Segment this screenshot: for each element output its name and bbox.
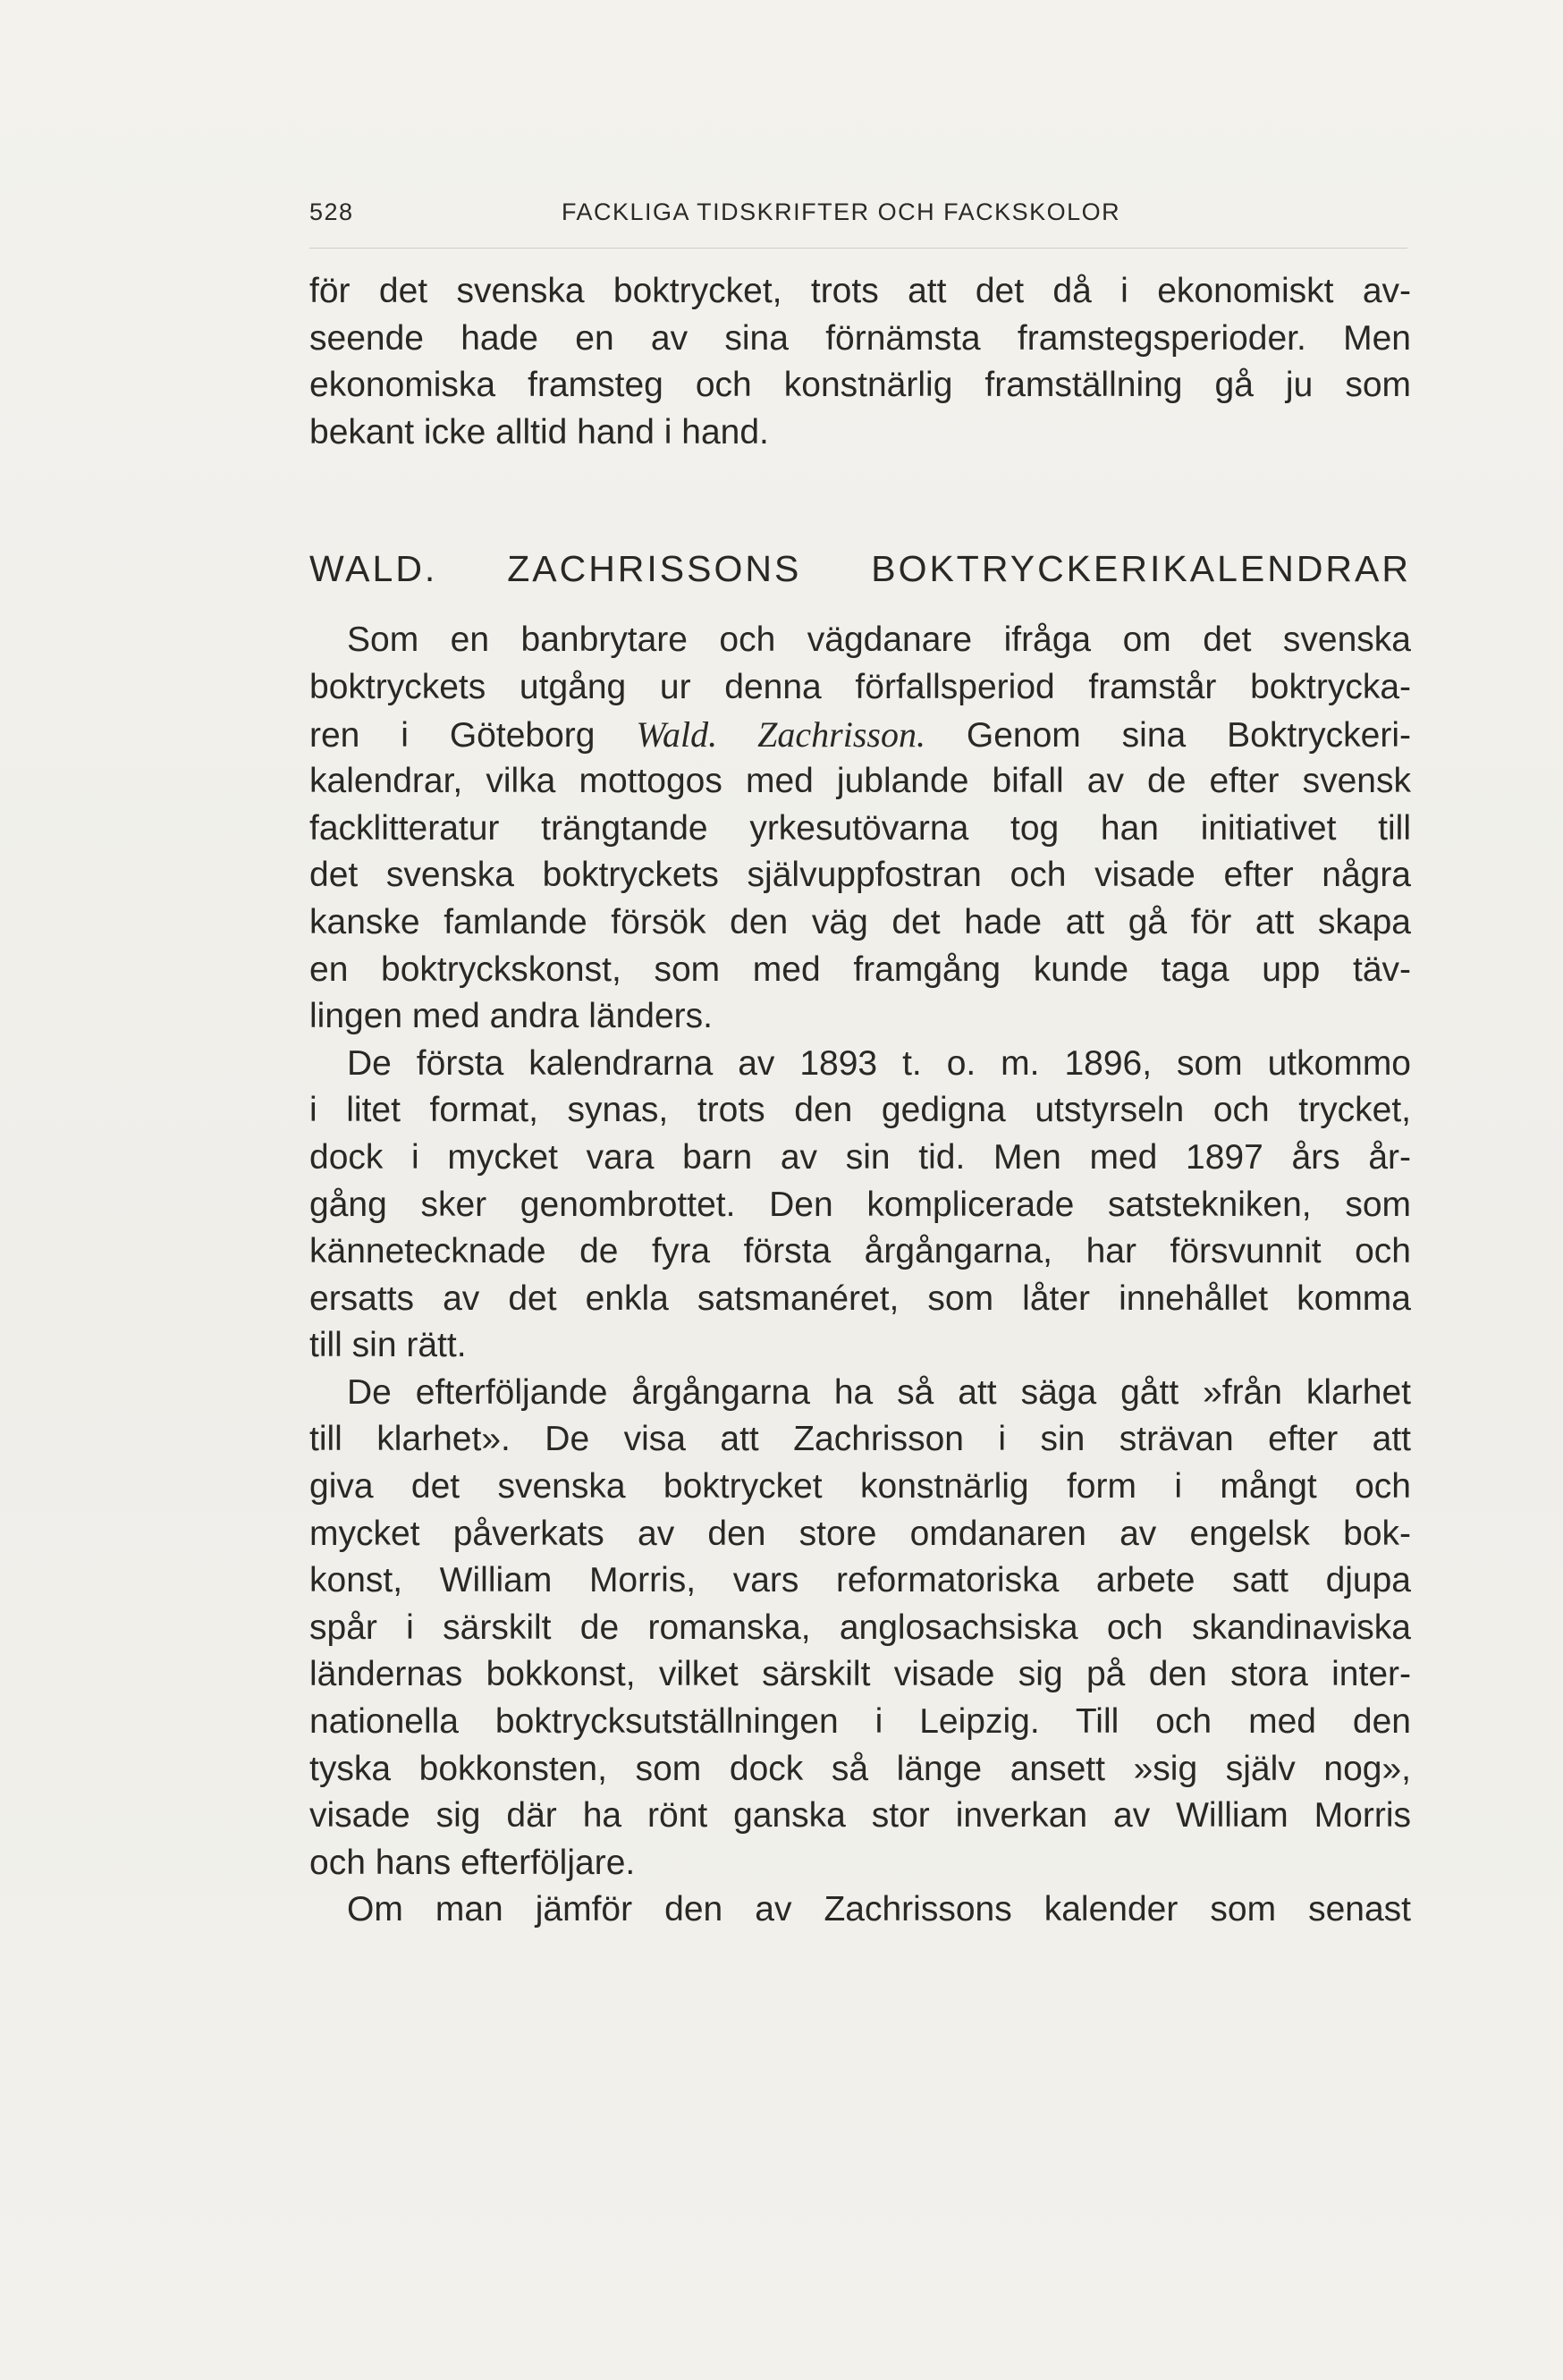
text-line: mycket påverkats av den store omdanaren av engelsk bok- [309, 1514, 1411, 1553]
text-line: ersatts av det enkla satsmanéret, som låter innehållet komma [309, 1279, 1411, 1318]
paragraph-2 [309, 1041, 1411, 1370]
text-line: De efterföljande årgångarna ha så att säga gått »från klarhet [347, 1372, 1411, 1412]
text-line: facklitteratur trängtande yrkesutövarna tog han initiativet till [309, 808, 1411, 848]
text-line: konst, William Morris, vars reformatoriska arbete satt djupa [309, 1561, 1411, 1600]
text-line: spår i särskilt de romanska, anglosachsiska och skandinaviska [309, 1608, 1411, 1647]
page-number: 528 [309, 198, 354, 225]
intro-paragraph [309, 268, 1411, 456]
text-line-with-name [309, 712, 1411, 759]
section-heading: WALD. ZACHRISSONS BOKTRYCKERIKALENDRAR [309, 548, 1411, 590]
text-line: och hans efterföljare. [309, 1843, 636, 1882]
body-text [309, 268, 1411, 1934]
text-line: kalendrar, vilka mottogos med jublande bifall av de efter svensk [309, 762, 1411, 801]
paragraph-4 [309, 1886, 1411, 1934]
text-line: det svenska boktryckets självuppfostran och visade efter några [309, 856, 1411, 895]
text-line: ekonomiska framsteg och konstnärlig framställning gå ju som [309, 366, 1411, 405]
text-line: till sin rätt. [309, 1326, 467, 1365]
running-head [309, 198, 1407, 238]
text-line: för det svenska boktrycket, trots att det då i ekonomiskt av- [309, 272, 1411, 310]
running-title: FACKLIGA TIDSKRIFTER OCH FACKSKOLOR [562, 198, 1121, 225]
text-line: Som en banbrytare och vägdanare ifråga om det svenska [347, 620, 1411, 660]
text-line: bekant icke alltid hand i hand. [309, 412, 769, 452]
text-line: tyska bokkonsten, som dock så länge ansett »sig själv nog», [309, 1749, 1411, 1788]
text-line: boktryckets utgång ur denna förfallsperiod framstår boktrycka- [309, 667, 1411, 706]
text-segment: Genom sina Boktryckeri- [925, 715, 1411, 755]
text-line: till klarhet». De visa att Zachrisson i sin strävan efter att [309, 1420, 1411, 1459]
text-line: giva det svenska boktrycket konstnärlig form i mångt och [309, 1467, 1411, 1506]
text-line: Om man jämför den av Zachrissons kalender som senast [347, 1890, 1411, 1929]
text-segment: ren i Göteborg [309, 715, 637, 755]
text-line: visade sig där ha rönt ganska stor inverkan av William Morris [309, 1796, 1411, 1836]
header-divider [309, 248, 1407, 249]
paragraph-3 [309, 1370, 1411, 1887]
text-line: nationella boktrycksutställningen i Leipzig. Till och med den [309, 1702, 1411, 1742]
author-name: Wald. Zachrisson. [636, 713, 925, 755]
text-line: i litet format, synas, trots den gedigna utstyrseln och trycket, [309, 1091, 1411, 1130]
text-line: kännetecknade de fyra första årgångarna, har försvunnit och [309, 1232, 1411, 1271]
paragraph-1 [309, 617, 1411, 1040]
text-line: gång sker genombrottet. Den komplicerade satstekniken, som [309, 1185, 1411, 1224]
text-line: De första kalendrarna av 1893 t. o. m. 1896, som utkommo [347, 1043, 1411, 1083]
text-line: en boktryckskonst, som med framgång kunde taga upp täv- [309, 949, 1411, 989]
text-line: seende hade en av sina förnämsta framstegsperioder. Men [309, 318, 1411, 358]
text-line: ländernas bokkonst, vilket särskilt visade sig på den stora inter- [309, 1655, 1411, 1694]
text-line: kanske famlande försök den väg det hade att gå för att skapa [309, 902, 1411, 941]
text-line: lingen med andra länders. [309, 997, 713, 1036]
text-line: dock i mycket vara barn av sin tid. Men med 1897 års år- [309, 1137, 1411, 1177]
